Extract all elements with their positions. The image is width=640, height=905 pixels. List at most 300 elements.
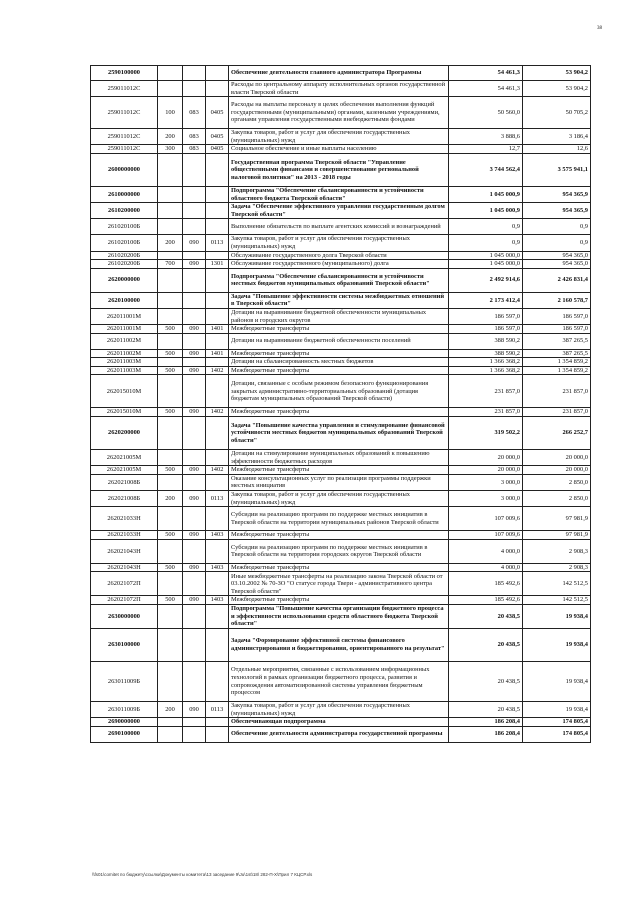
item-name-cell: Подпрограмма "Повышение качества организации бюджетного процесса и эффективности использования средств областного бюджета Тверской области" <box>229 605 449 629</box>
expense-type-cell <box>158 572 183 596</box>
executed-amount-cell: 2 426 831,4 <box>523 268 591 292</box>
executed-amount-cell: 97 981,9 <box>523 531 591 540</box>
table-row <box>91 268 591 292</box>
target-code-cell: 261020100Б <box>91 235 158 251</box>
section-code-cell: 1402 <box>206 466 229 475</box>
executed-amount-cell: 142 512,5 <box>523 596 591 605</box>
planned-amount-cell: 2 492 914,6 <box>449 268 523 292</box>
expense-type-cell <box>158 539 183 563</box>
planned-amount-cell: 186 597,0 <box>449 325 523 334</box>
item-name-cell: Межбюджетные трансферты <box>229 325 449 334</box>
target-code-cell: 262011001М <box>91 308 158 324</box>
target-code-cell: 261020200Б <box>91 251 158 260</box>
expense-type-cell <box>158 417 183 450</box>
expense-type-cell <box>158 333 183 349</box>
ministry-code-cell <box>183 66 206 81</box>
section-code-cell: 1401 <box>206 349 229 358</box>
planned-amount-cell: 3 744 562,4 <box>449 153 523 186</box>
budget-table-body <box>91 66 591 743</box>
expense-type-cell: 700 <box>158 260 183 269</box>
ministry-code-cell <box>183 308 206 324</box>
item-name-cell: Межбюджетные трансферты <box>229 349 449 358</box>
item-name-cell: Межбюджетные трансферты <box>229 531 449 540</box>
page-number: 38 <box>597 26 602 31</box>
planned-amount-cell: 186 597,0 <box>449 308 523 324</box>
expense-type-cell: 500 <box>158 596 183 605</box>
item-name-cell: Межбюджетные трансферты <box>229 563 449 572</box>
ministry-code-cell: 090 <box>183 408 206 417</box>
ministry-code-cell <box>183 186 206 202</box>
executed-amount-cell: 174 805,4 <box>523 726 591 742</box>
table-row <box>91 260 591 269</box>
executed-amount-cell: 2 908,3 <box>523 539 591 563</box>
item-name-cell: Обслуживание государственного (муниципального) долга <box>229 260 449 269</box>
expense-type-cell <box>158 726 183 742</box>
ministry-code-cell <box>183 81 206 97</box>
ministry-code-cell <box>183 375 206 408</box>
planned-amount-cell: 3 000,0 <box>449 474 523 490</box>
section-code-cell: 1402 <box>206 366 229 375</box>
ministry-code-cell: 083 <box>183 145 206 154</box>
planned-amount-cell: 2 173 412,4 <box>449 292 523 308</box>
executed-amount-cell: 954 365,9 <box>523 186 591 202</box>
item-name-cell: Закупка товаров, работ и услуг для обеспечения государственных (муниципальных) нужд <box>229 129 449 145</box>
section-code-cell <box>206 66 229 81</box>
executed-amount-cell: 186 597,0 <box>523 325 591 334</box>
target-code-cell: 2610200000 <box>91 203 158 219</box>
table-row <box>91 153 591 186</box>
ministry-code-cell: 083 <box>183 129 206 145</box>
expense-type-cell <box>158 605 183 629</box>
item-name-cell: Социальное обеспечение и иные выплаты населению <box>229 145 449 154</box>
table-row <box>91 333 591 349</box>
table-row <box>91 726 591 742</box>
section-code-cell <box>206 251 229 260</box>
item-name-cell: Дотации, связанные с особым режимом безопасного функционирования закрытых административно-территориальных образований (дотация бюджетам муниципальных образований Тверской области) <box>229 375 449 408</box>
planned-amount-cell: 3 000,0 <box>449 491 523 507</box>
table-row <box>91 563 591 572</box>
planned-amount-cell: 20 000,0 <box>449 466 523 475</box>
expense-type-cell <box>158 358 183 367</box>
executed-amount-cell: 53 904,2 <box>523 81 591 97</box>
item-name-cell: Задача "Формирование эффективной системы финансового администрирования и бюджетирования, ориентированного на результат" <box>229 629 449 662</box>
section-code-cell <box>206 726 229 742</box>
planned-amount-cell: 388 590,2 <box>449 333 523 349</box>
target-code-cell: 262015010М <box>91 408 158 417</box>
ministry-code-cell: 090 <box>183 702 206 718</box>
table-row <box>91 531 591 540</box>
table-row <box>91 629 591 662</box>
executed-amount-cell: 231 857,0 <box>523 408 591 417</box>
table-row <box>91 450 591 466</box>
ministry-code-cell: 090 <box>183 531 206 540</box>
ministry-code-cell <box>183 662 206 702</box>
planned-amount-cell: 0,9 <box>449 235 523 251</box>
table-row <box>91 539 591 563</box>
target-code-cell: 2610000000 <box>91 186 158 202</box>
expense-type-cell: 200 <box>158 702 183 718</box>
target-code-cell: 2690100000 <box>91 726 158 742</box>
expense-type-cell <box>158 186 183 202</box>
ministry-code-cell <box>183 629 206 662</box>
planned-amount-cell: 1 045 000,9 <box>449 186 523 202</box>
expense-type-cell <box>158 66 183 81</box>
item-name-cell: Межбюджетные трансферты <box>229 366 449 375</box>
item-name-cell: Расходы по центральному аппарату исполнительных органов государственной власти Тверской области <box>229 81 449 97</box>
ministry-code-cell <box>183 539 206 563</box>
expense-type-cell <box>158 292 183 308</box>
ministry-code-cell: 090 <box>183 596 206 605</box>
ministry-code-cell <box>183 203 206 219</box>
table-row <box>91 81 591 97</box>
expense-type-cell <box>158 629 183 662</box>
ministry-code-cell <box>183 718 206 727</box>
planned-amount-cell: 107 009,6 <box>449 531 523 540</box>
table-row <box>91 572 591 596</box>
section-code-cell <box>206 81 229 97</box>
executed-amount-cell: 19 938,4 <box>523 605 591 629</box>
executed-amount-cell: 12,6 <box>523 145 591 154</box>
expense-type-cell <box>158 251 183 260</box>
executed-amount-cell: 1 354 859,2 <box>523 358 591 367</box>
table-row <box>91 66 591 81</box>
item-name-cell: Обеспечение деятельности главного администратора Программы <box>229 66 449 81</box>
executed-amount-cell: 387 265,5 <box>523 333 591 349</box>
ministry-code-cell <box>183 333 206 349</box>
ministry-code-cell: 090 <box>183 349 206 358</box>
table-row <box>91 219 591 235</box>
planned-amount-cell: 186 208,4 <box>449 726 523 742</box>
target-code-cell: 261020200Б <box>91 260 158 269</box>
expense-type-cell: 200 <box>158 235 183 251</box>
ministry-code-cell: 090 <box>183 325 206 334</box>
expense-type-cell: 500 <box>158 563 183 572</box>
planned-amount-cell: 1 045 000,0 <box>449 260 523 269</box>
executed-amount-cell: 142 512,5 <box>523 572 591 596</box>
ministry-code-cell: 090 <box>183 366 206 375</box>
table-row <box>91 251 591 260</box>
expense-type-cell: 500 <box>158 408 183 417</box>
target-code-cell: 262011002М <box>91 333 158 349</box>
ministry-code-cell <box>183 153 206 186</box>
item-name-cell: Субсидии на реализацию программ по поддержке местных инициатив в Тверской области на территории городских округов Тверской области <box>229 539 449 563</box>
section-code-cell: 1403 <box>206 531 229 540</box>
section-code-cell <box>206 539 229 563</box>
section-code-cell <box>206 375 229 408</box>
table-row <box>91 662 591 702</box>
ministry-code-cell: 083 <box>183 97 206 129</box>
planned-amount-cell: 20 438,5 <box>449 605 523 629</box>
item-name-cell: Выполнение обязательств по выплате агентских комиссий и вознаграждений <box>229 219 449 235</box>
section-code-cell <box>206 268 229 292</box>
target-code-cell: 262011001М <box>91 325 158 334</box>
target-code-cell: 2620200000 <box>91 417 158 450</box>
section-code-cell <box>206 333 229 349</box>
target-code-cell: 2620000000 <box>91 268 158 292</box>
planned-amount-cell: 388 590,2 <box>449 349 523 358</box>
executed-amount-cell: 19 938,4 <box>523 702 591 718</box>
section-code-cell: 0113 <box>206 702 229 718</box>
table-row <box>91 491 591 507</box>
file-path-footer: \\fs01\comitet по бюджету\ссылки\Документы комитета\13 заседание 9\Ju\1st\18\ 282-П-Х\Прил 7 КЦСР.xls <box>92 872 313 877</box>
executed-amount-cell: 53 904,2 <box>523 66 591 81</box>
table-row <box>91 308 591 324</box>
target-code-cell: 262021008Б <box>91 474 158 490</box>
item-name-cell: Дотации на выравнивание бюджетной обеспеченности муниципальных районов и городских округов <box>229 308 449 324</box>
executed-amount-cell: 2 850,0 <box>523 491 591 507</box>
planned-amount-cell: 54 461,3 <box>449 81 523 97</box>
executed-amount-cell: 19 938,4 <box>523 629 591 662</box>
ministry-code-cell <box>183 507 206 531</box>
table-row <box>91 605 591 629</box>
item-name-cell: Закупка товаров, работ и услуг для обеспечения государственных (муниципальных) нужд <box>229 491 449 507</box>
table-row <box>91 97 591 129</box>
table-row <box>91 718 591 727</box>
target-code-cell: 262021005М <box>91 466 158 475</box>
section-code-cell <box>206 219 229 235</box>
ministry-code-cell: 090 <box>183 466 206 475</box>
executed-amount-cell: 186 597,0 <box>523 308 591 324</box>
planned-amount-cell: 0,9 <box>449 219 523 235</box>
ministry-code-cell <box>183 474 206 490</box>
section-code-cell <box>206 629 229 662</box>
planned-amount-cell: 1 045 000,0 <box>449 251 523 260</box>
table-row <box>91 203 591 219</box>
executed-amount-cell: 2 160 578,7 <box>523 292 591 308</box>
target-code-cell: 259011012С <box>91 97 158 129</box>
executed-amount-cell: 2 850,0 <box>523 474 591 490</box>
target-code-cell: 262021043Н <box>91 563 158 572</box>
executed-amount-cell: 954 365,0 <box>523 251 591 260</box>
ministry-code-cell <box>183 417 206 450</box>
expense-type-cell <box>158 474 183 490</box>
executed-amount-cell: 97 981,9 <box>523 507 591 531</box>
executed-amount-cell: 20 000,0 <box>523 466 591 475</box>
section-code-cell <box>206 153 229 186</box>
ministry-code-cell <box>183 219 206 235</box>
table-row <box>91 129 591 145</box>
expense-type-cell <box>158 203 183 219</box>
target-code-cell: 2630100000 <box>91 629 158 662</box>
section-code-cell <box>206 507 229 531</box>
ministry-code-cell: 090 <box>183 235 206 251</box>
executed-amount-cell: 3 575 941,1 <box>523 153 591 186</box>
expense-type-cell: 500 <box>158 531 183 540</box>
budget-table <box>90 65 591 743</box>
expense-type-cell <box>158 219 183 235</box>
table-row <box>91 417 591 450</box>
executed-amount-cell: 0,9 <box>523 235 591 251</box>
expense-type-cell <box>158 450 183 466</box>
target-code-cell: 262011003М <box>91 366 158 375</box>
table-row <box>91 349 591 358</box>
executed-amount-cell: 387 265,5 <box>523 349 591 358</box>
planned-amount-cell: 185 492,6 <box>449 596 523 605</box>
item-name-cell: Дотации на выравнивание бюджетной обеспеченности поселений <box>229 333 449 349</box>
item-name-cell: Межбюджетные трансферты <box>229 466 449 475</box>
expense-type-cell: 500 <box>158 466 183 475</box>
item-name-cell: Задача "Повышение качества управления и стимулирование финансовой устойчивости местных бюджетов муниципальных образований Тверской области" <box>229 417 449 450</box>
ministry-code-cell <box>183 572 206 596</box>
item-name-cell: Расходы на выплаты персоналу в целях обеспечения выполнения функций государственными (муниципальными) органами, казенными учреждениями, органами управления государственными внебюджетными фондами <box>229 97 449 129</box>
item-name-cell: Субсидии на реализацию программ по поддержке местных инициатив в Тверской области на территории муниципальных районов Тверской области <box>229 507 449 531</box>
ministry-code-cell <box>183 292 206 308</box>
ministry-code-cell: 090 <box>183 491 206 507</box>
target-code-cell: 259011012С <box>91 129 158 145</box>
table-row <box>91 358 591 367</box>
planned-amount-cell: 1 366 368,2 <box>449 366 523 375</box>
planned-amount-cell: 1 366 368,2 <box>449 358 523 367</box>
item-name-cell: Подпрограмма "Обеспечение сбалансированности и устойчивости областного бюджета Тверской области" <box>229 186 449 202</box>
section-code-cell <box>206 308 229 324</box>
target-code-cell: 262021008Б <box>91 491 158 507</box>
executed-amount-cell: 0,9 <box>523 219 591 235</box>
section-code-cell <box>206 718 229 727</box>
item-name-cell: Подпрограмма "Обеспечение сбалансированности и устойчивости местных бюджетов муниципальных образований Тверской области" <box>229 268 449 292</box>
table-row <box>91 325 591 334</box>
planned-amount-cell: 4 000,0 <box>449 539 523 563</box>
planned-amount-cell: 1 045 000,9 <box>449 203 523 219</box>
item-name-cell: Иные межбюджетные трансферты на реализацию закона Тверской области от 03.10.2002 № 70-ЗО "О статусе города Твери - административного центра Тверской области" <box>229 572 449 596</box>
expense-type-cell <box>158 662 183 702</box>
target-code-cell: 262021005М <box>91 450 158 466</box>
item-name-cell: Отдельные мероприятия, связанные с использованием информационных технологий в рамках организации бюджетного процесса, развития и сопровождения автоматизированной системы управления бюджетным процессом <box>229 662 449 702</box>
section-code-cell <box>206 292 229 308</box>
planned-amount-cell: 3 888,6 <box>449 129 523 145</box>
executed-amount-cell: 2 908,3 <box>523 563 591 572</box>
item-name-cell: Обеспечивающая подпрограмма <box>229 718 449 727</box>
planned-amount-cell: 231 857,0 <box>449 375 523 408</box>
ministry-code-cell <box>183 605 206 629</box>
expense-type-cell: 500 <box>158 325 183 334</box>
executed-amount-cell: 954 365,9 <box>523 203 591 219</box>
table-row <box>91 408 591 417</box>
executed-amount-cell: 266 252,7 <box>523 417 591 450</box>
target-code-cell: 262021033Н <box>91 507 158 531</box>
expense-type-cell: 200 <box>158 129 183 145</box>
executed-amount-cell: 954 365,0 <box>523 260 591 269</box>
target-code-cell: 262015010М <box>91 375 158 408</box>
target-code-cell: 263011009Б <box>91 702 158 718</box>
executed-amount-cell: 1 354 859,2 <box>523 366 591 375</box>
item-name-cell: Дотации на стимулирование муниципальных образований к повышению эффективности бюджетных расходов <box>229 450 449 466</box>
expense-type-cell <box>158 308 183 324</box>
table-row <box>91 702 591 718</box>
expense-type-cell <box>158 375 183 408</box>
section-code-cell <box>206 186 229 202</box>
expense-type-cell: 300 <box>158 145 183 154</box>
expense-type-cell: 100 <box>158 97 183 129</box>
section-code-cell: 0113 <box>206 491 229 507</box>
section-code-cell: 1403 <box>206 563 229 572</box>
executed-amount-cell: 174 805,4 <box>523 718 591 727</box>
section-code-cell: 0405 <box>206 129 229 145</box>
ministry-code-cell <box>183 251 206 260</box>
planned-amount-cell: 107 009,6 <box>449 507 523 531</box>
table-row <box>91 145 591 154</box>
table-row <box>91 474 591 490</box>
section-code-cell <box>206 662 229 702</box>
item-name-cell: Государственная программа Тверской области "Управление общественными финансами и совершенствование региональной налоговой политики" на 2013 - 2018 годы <box>229 153 449 186</box>
expense-type-cell: 500 <box>158 349 183 358</box>
target-code-cell: 263011009Б <box>91 662 158 702</box>
section-code-cell <box>206 605 229 629</box>
target-code-cell: 259011012С <box>91 81 158 97</box>
planned-amount-cell: 20 438,5 <box>449 702 523 718</box>
section-code-cell: 1301 <box>206 260 229 269</box>
expense-type-cell <box>158 507 183 531</box>
item-name-cell: Межбюджетные трансферты <box>229 408 449 417</box>
section-code-cell <box>206 417 229 450</box>
planned-amount-cell: 186 208,4 <box>449 718 523 727</box>
target-code-cell: 262021043Н <box>91 539 158 563</box>
planned-amount-cell: 185 492,6 <box>449 572 523 596</box>
expense-type-cell: 200 <box>158 491 183 507</box>
planned-amount-cell: 50 560,0 <box>449 97 523 129</box>
table-row <box>91 596 591 605</box>
table-row <box>91 466 591 475</box>
ministry-code-cell <box>183 268 206 292</box>
target-code-cell: 2690000000 <box>91 718 158 727</box>
planned-amount-cell: 231 857,0 <box>449 408 523 417</box>
table-row <box>91 186 591 202</box>
section-code-cell: 1401 <box>206 325 229 334</box>
executed-amount-cell: 50 705,2 <box>523 97 591 129</box>
item-name-cell: Межбюджетные трансферты <box>229 596 449 605</box>
ministry-code-cell <box>183 726 206 742</box>
table-row <box>91 366 591 375</box>
item-name-cell: Оказание консультационных услуг по реализации программы поддержки местных инициатив <box>229 474 449 490</box>
target-code-cell: 2590100000 <box>91 66 158 81</box>
item-name-cell: Задача "Обеспечение эффективного управления государственным долгом Тверской области" <box>229 203 449 219</box>
expense-type-cell <box>158 718 183 727</box>
expense-type-cell <box>158 153 183 186</box>
item-name-cell: Задача "Повышение эффективности системы межбюджетных отношений в Тверской области" <box>229 292 449 308</box>
item-name-cell: Обслуживание государственного долга Тверской области <box>229 251 449 260</box>
target-code-cell: 259011012С <box>91 145 158 154</box>
table-row <box>91 292 591 308</box>
target-code-cell: 262011002М <box>91 349 158 358</box>
item-name-cell: Обеспечение деятельности администратора государственной программы <box>229 726 449 742</box>
executed-amount-cell: 231 857,0 <box>523 375 591 408</box>
section-code-cell: 1402 <box>206 408 229 417</box>
target-code-cell: 2620100000 <box>91 292 158 308</box>
table-row <box>91 235 591 251</box>
ministry-code-cell: 090 <box>183 563 206 572</box>
ministry-code-cell <box>183 450 206 466</box>
executed-amount-cell: 3 186,4 <box>523 129 591 145</box>
target-code-cell: 262021072П <box>91 572 158 596</box>
section-code-cell <box>206 474 229 490</box>
target-code-cell: 262021033Н <box>91 531 158 540</box>
expense-type-cell <box>158 81 183 97</box>
planned-amount-cell: 319 502,2 <box>449 417 523 450</box>
executed-amount-cell: 19 938,4 <box>523 662 591 702</box>
section-code-cell <box>206 358 229 367</box>
item-name-cell: Закупка товаров, работ и услуг для обеспечения государственных (муниципальных) нужд <box>229 702 449 718</box>
section-code-cell: 0405 <box>206 145 229 154</box>
target-code-cell: 262011003М <box>91 358 158 367</box>
ministry-code-cell: 090 <box>183 260 206 269</box>
planned-amount-cell: 54 461,3 <box>449 66 523 81</box>
section-code-cell: 0113 <box>206 235 229 251</box>
section-code-cell <box>206 572 229 596</box>
planned-amount-cell: 20 438,5 <box>449 662 523 702</box>
executed-amount-cell: 20 000,0 <box>523 450 591 466</box>
expense-type-cell <box>158 268 183 292</box>
planned-amount-cell: 12,7 <box>449 145 523 154</box>
section-code-cell <box>206 450 229 466</box>
